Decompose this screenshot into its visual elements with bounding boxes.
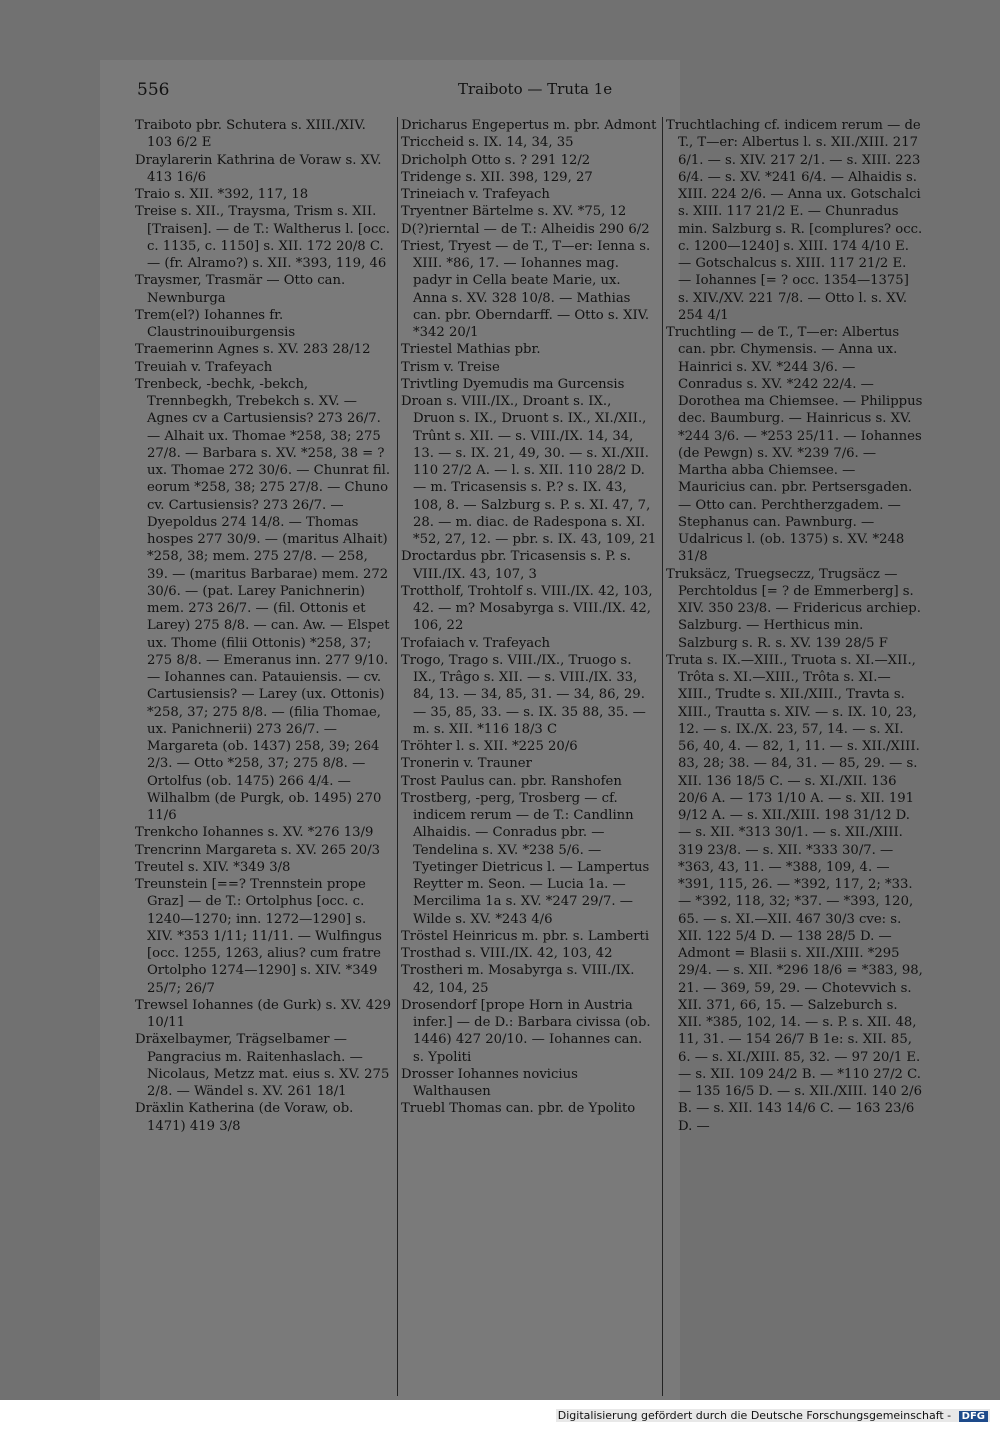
index-column-3 — [666, 117, 923, 1135]
page-number: 556 — [137, 80, 170, 100]
index-entry: Trem(el?) Iohannes fr. Claustrinouiburgensis — [135, 307, 296, 340]
index-entry: Truchtlaching cf. indicem rerum — de T., T—er: Albertus l. s. XII./XIII. 217 6/1. — s. XIV. 217 2/1. — s. XIII. 223 6/4. — s. XV. *241 6/4. — Alhaidis s. XIII. 224 2/6. — Anna ux. Gotschalci s. XIII. 117 21/2 E. — Chunradus min. Salzburg s. R. [complures? occ. c. 1200—1240] s. XIII. 174 4/10 E. — Gotschalcus s. XIII. 117 21/2 E. — Iohannes [= ? occ. 1354—1375] s. XIV./XV. 221 7/8. — Otto l. s. XV. 254 4/1 — [666, 118, 923, 323]
index-entry: Droan s. VIII./IX., Droant s. IX., Druon s. IX., Druont s. IX., XI./XII., Trûnt s. XII. — s. VIII./IX. 14, 34, 13. — s. IX. 21, 49, 30. — s. XI./XII. 110 27/2 A. — l. s. XII. 110 28/2 D. — m. Tricasensis s. P.? s. IX. 43, 108, 8. — Salzburg s. P. s. XI. 47, 7, 28. — m. diac. de Radespona s. XI. *52, 27, 12. — pbr. s. IX. 43, 109, 21 — [401, 394, 657, 547]
index-column-2 — [401, 117, 657, 1118]
index-entry: Draylarerin Kathrina de Voraw s. XV. 413 16/6 — [135, 152, 382, 185]
index-entry: Trivtling Dyemudis ma Gurcensis — [401, 376, 625, 392]
index-entry: Trosthad s. VIII./IX. 42, 103, 42 — [401, 946, 613, 961]
index-entry: Dräxlin Katherina (de Voraw, ob. 1471) 419 3/8 — [135, 1101, 354, 1134]
index-entry: Trewsel Iohannes (de Gurk) s. XV. 429 10/11 — [135, 997, 391, 1030]
index-entry: Tröstel Heinricus m. pbr. s. Lamberti — [401, 928, 650, 944]
index-entry: Treutel s. XIV. *349 3/8 — [135, 859, 291, 875]
index-entry: Trost Paulus can. pbr. Ranshofen — [401, 773, 622, 789]
index-entry: Trencrinn Margareta s. XV. 265 20/3 — [135, 842, 381, 858]
index-entry: D(?)rierntal — de T.: Alheidis 290 6/2 — [401, 221, 650, 237]
index-entry: Trottholf, Trohtolf s. VIII./IX. 42, 103, 42. — m? Mosabyrga s. VIII./IX. 42, 106, 22 — [401, 583, 653, 634]
index-entry: Truksäcz, Truegseczz, Trugsäcz — Perchtoldus [= ? de Emmerberg] s. XIV. 350 23/8. — Fridericus archiep. Salzburg. — Herthicus min. Salzburg s. R. s. XV. 139 28/5 F — [666, 566, 921, 651]
index-entry: Tronerin v. Trauner — [401, 756, 532, 772]
index-entry: Trostberg, -perg, Trosberg — cf. indicem rerum — de T.: Candlinn Alhaidis. — Conradus pbr. — Tendelina s. XV. *238 5/6. — Tyetinger Dietricus l. — Lampertus Reytter m. Seon. — Lucia 1a. — Mercilima 1a s. XV. *247 29/7. — Wilde s. XV. *243 4/6 — [401, 790, 650, 927]
index-entry: Traio s. XII. *392, 117, 18 — [135, 187, 309, 202]
column-rule — [662, 117, 663, 1396]
index-entry: Drosendorf [prope Horn in Austria infer.] — de D.: Barbara civissa (ob. 1446) 427 20/10. — Iohannes can. s. Ypoliti — [401, 997, 651, 1065]
dfg-logo-icon: DFG — [959, 1411, 988, 1422]
index-entry: Truchtling — de T., T—er: Albertus can. pbr. Chymensis. — Anna ux. Hainrici s. XV. *244 3/6. — Conradus s. XV. *242 22/4. — Dorothea ma Chiemsee. — Philippus dec. Baumburg. — Hainricus s. XV. *244 3/6. — *253 25/11. — Iohannes (de Pewgn) s. XV. *239 7/6. — Martha abba Chiemsee. — Mauricius can. pbr. Pertsersgaden. — Otto can. Perchtherzgadem. — Stephanus can. Pawnburg. — Udalricus l. (ob. 1375) s. XV. *248 31/8 — [666, 325, 923, 565]
index-entry: Trineiach v. Trafeyach — [401, 187, 550, 202]
running-head: Traiboto — Truta 1e — [458, 80, 613, 98]
index-entry: Trogo, Trago s. VIII./IX., Truogo s. IX., Trâgo s. XII. — s. VIII./IX. 33, 84, 13. — 34, 85, 31. — 34, 86, 29. — 35, 85, 33. — s. IX. 35 88, 35. — m. s. XII. *116 18/3 C — [401, 652, 646, 737]
index-entry: Triestel Mathias pbr. — [401, 342, 541, 358]
index-entry: Trism v. Treise — [401, 359, 500, 375]
index-entry: Traysmer, Trasmär — Otto can. Newnburga — [135, 273, 346, 306]
index-entry: Truebl Thomas can. pbr. de Ypolito — [401, 1101, 636, 1117]
index-entry: Trenbeck, -bechk, -bekch, Trennbegkh, Trebekch s. XV. — Agnes cv a Cartusiensis? 273 26/7. — Alhait ux. Thomae *258, 38; 275 27/8. — Barbara s. XV. *258, 38 = ? ux. Thomae 272 30/6. — Chunrat fil. eorum *258, 38; 275 27/8. — Chuno cv. Cartusiensis? 273 26/7. — Dyepoldus 274 14/8. — Thomas hospes 277 30/9. — (maritus Alhait) *258, 38; mem. 275 27/8. — 258, 39. — (maritus Barbarae) mem. 272 30/6. — (pat. Larey Panichnerin) mem. 273 26/7. — (fil. Ottonis et Larey) 275 8/8. — can. Aw. — Elspet ux. Thome (filii Ottonis) *258, 37; 275 8/8. — Emeranus inn. 277 9/10. — Iohannes can. Patauiensis. — cv. Cartusiensis? — Larey (ux. Ottonis) *258, 37; 275 8/8. — (filia Thomae, ux. Panichnerii) 273 26/7. — Margareta (ob. 1437) 258, 39; 264 2/3. — Otto *258, 37; 275 8/8. — Ortolfus (ob. 1475) 266 4/4. — Wilhalbm (de Purgk, ob. 1495) 270 11/6 — [135, 376, 391, 823]
index-entry: Drosser Iohannes novicius Walthausen — [401, 1066, 578, 1099]
index-column-1 — [135, 117, 392, 1135]
index-entry: Traiboto pbr. Schutera s. XIII./XIV. 103 6/2 E — [135, 118, 366, 151]
index-entry: Trostheri m. Mosabyrga s. VIII./IX. 42, 104, 25 — [401, 963, 635, 996]
index-entry: Dricharus Engepertus m. pbr. Admont — [401, 118, 657, 133]
index-entry: Truta s. IX.—XIII., Truota s. XI.—XII., Trôta s. XI.—XIII., Trôta s. XI.—XIII., Trudte s. XII./XIII., Travta s. XIII., Trautta s. XIV. — s. IX. 10, 23, 12. — s. IX./X. 23, 57, 14. — s. XI. 56, 40, 4. — 82, 1, 11. — s. XII./XIII. 83, 28; 38. — 84, 31. — 85, 29. — s. XII. 136 18/5 C. — s. XI./XII. 136 20/6 A. — 173 1/10 A. — s. XII. 191 9/12 A. — s. XII./XIII. 198 31/12 D. — s. XII. *313 30/1. — s. XII./XIII. 319 23/8. — s. XII. *333 30/7. — *363, 43, 11. — *388, 109, 4. — *391, 115, 26. — *392, 117, 2; *33. — *392, 118, 32; *37. — *393, 120, 65. — s. XI.—XII. 467 30/3 cve: s. XII. 122 5/4 D. — 138 28/5 D. — Admont = Blasii s. XII./XIII. *295 29/4. — s. XII. *296 18/6 = *383, 98, 21. — 369, 59, 29. — Chotevvich s. XII. 371, 66, 15. — Salzeburch s. XII. *385, 102, 14. — s. P. s. XII. 48, 11, 31. — 154 26/7 B 1e: s. XII. 85, 6. — s. XI./XIII. 85, 32. — 97 20/1 E. — s. XII. 109 24/2 B. — *110 27/2 C. — 135 16/5 D. — s. XII./XIII. 140 2/6 B. — s. XII. 143 14/6 C. — 163 23/6 D. — — [666, 652, 923, 1134]
index-entry: Dräxelbaymer, Trägselbamer — Pangracius m. Raitenhaslach. — Nicolaus, Metzz mat. eius s. XV. 275 2/8. — Wändel s. XV. 261 18/1 — [135, 1032, 390, 1099]
index-entry: Tridenge s. XII. 398, 129, 27 — [401, 169, 593, 185]
index-entry: Trenkcho Iohannes s. XV. *276 13/9 — [135, 825, 374, 841]
dfg-footer — [556, 1409, 990, 1422]
index-entry: Droctardus pbr. Tricasensis s. P. s. VIII./IX. 43, 107, 3 — [401, 549, 631, 582]
index-entry: Treise s. XII., Traysma, Trism s. XII. [Traisen]. — de T.: Waltherus l. [occ. c. 1135, c. 1150] s. XII. 172 20/8 C. — (fr. Alramo?) s. XII. *393, 119, 46 — [135, 204, 390, 271]
index-entry: Triccheid s. IX. 14, 34, 35 — [401, 135, 574, 151]
index-entry: Tröhter l. s. XII. *225 20/6 — [401, 739, 578, 754]
index-entry: Trofaiach v. Trafeyach — [401, 635, 551, 651]
index-entry: Traemerinn Agnes s. XV. 283 28/12 — [135, 342, 371, 358]
index-entry: Treuiah v. Trafeyach — [135, 359, 273, 375]
index-entry: Triest, Tryest — de T., T—er: Ienna s. XIII. *86, 17. — Iohannes mag. padyr in Cella beate Marie, ux. Anna s. XV. 328 10/8. — Mathias can. pbr. Oberndarff. — Otto s. XIV. *342 20/1 — [401, 238, 651, 340]
index-entry: Treunstein [==? Trennstein prope Graz] — de T.: Ortolphus [occ. c. 1240—1270; inn. 1272—1290] s. XIV. *353 1/11; 11/11. — Wulfingus [occ. 1255, 1263, alius? cum fratre Ortolpho 1274—1290] s. XIV. *349 25/7; 26/7 — [135, 877, 382, 996]
index-entry: Dricholph Otto s. ? 291 12/2 — [401, 152, 591, 168]
index-entry: Tryentner Bärtelme s. XV. *75, 12 — [401, 204, 627, 220]
column-rule — [397, 117, 398, 1396]
footer-text: Digitalisierung gefördert durch die Deutsche Forschungsgemeinschaft - — [557, 1409, 952, 1422]
